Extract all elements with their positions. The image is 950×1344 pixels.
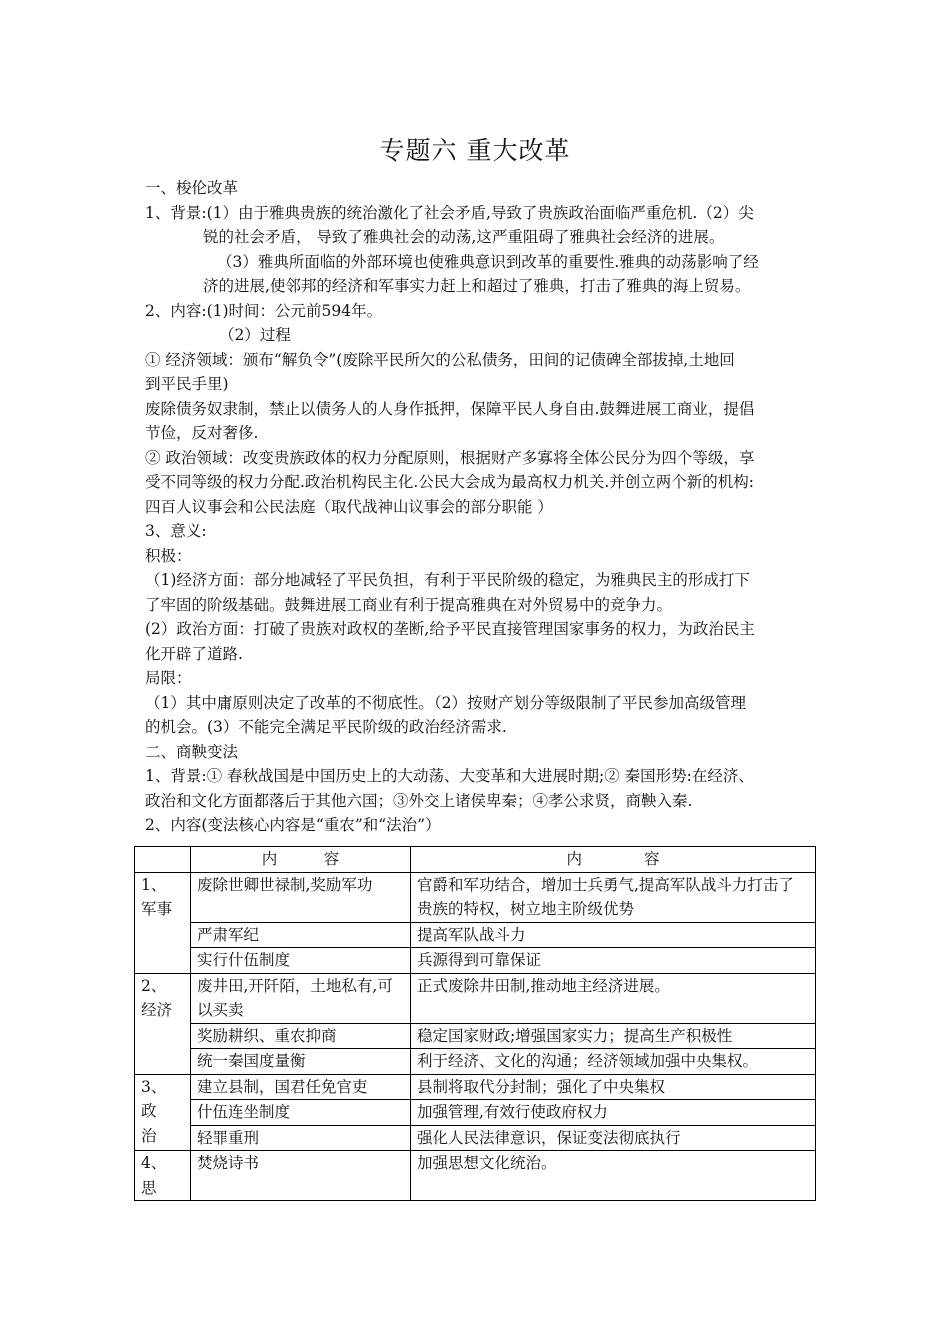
reform-item: 焚烧诗书: [191, 1151, 411, 1201]
table-row: [135, 1151, 816, 1201]
table-row: [135, 973, 816, 1023]
positive-line-2a: (2）政治方面：打破了贵族对政权的垄断,给予平民直接管理国家事务的权力，为政治民主: [145, 620, 755, 638]
reform-table: [134, 846, 816, 1201]
reform-item: 废除世卿世禄制,奖励军功: [191, 872, 411, 922]
politics-line-1: ② 政治领域：改变贵族政体的权力分配原则，根据财产多寡将全体公民分为四个等级，享: [145, 448, 755, 467]
table-row: [135, 1049, 816, 1075]
reform-effect: 官爵和军功结合，增加士兵勇气,提高军队战斗力打击了贵族的特权，树立地主阶级优势: [411, 872, 816, 922]
reform-effect: 县制将取代分封制；强化了中央集权: [411, 1074, 816, 1100]
reform-item: 严肃军纪: [191, 922, 411, 948]
background-line-4: 济的进展,使邻邦的经济和军事实力赶上和超过了雅典，打击了雅典的海上贸易。: [203, 277, 751, 295]
positive-heading: 积极：: [145, 546, 192, 565]
economy-line-1: ① 经济领域：颁布“解负令”(废除平民所欠的公私债务，田间的记债碑全部拔掉,土地回: [145, 350, 735, 369]
economy-line-3: 废除债务奴隶制，禁止以债务人的人身作抵押，保障平民人身自由.鼓舞进展工商业，提倡: [145, 399, 755, 418]
economy-line-2: 到平民手里): [145, 375, 229, 393]
limitation-line-1b: 的机会。(3）不能完全满足平民阶级的政治经济需求.: [145, 718, 507, 736]
background-line-2: 锐的社会矛盾， 导致了雅典社会的动荡,这严重阻碍了雅典社会经济的进展。: [203, 228, 725, 246]
reform-item: 实行什伍制度: [191, 948, 411, 974]
content-line-1: 2、内容:(1)时间：公元前594年。: [145, 301, 383, 320]
document-body: [145, 176, 820, 838]
table-row: [135, 1125, 816, 1151]
reform-item: 什伍连坐制度: [191, 1100, 411, 1126]
table-row: [135, 922, 816, 948]
politics-line-3: 四百人议事会和公民法庭（取代战神山议事会的部分职能 ）: [145, 497, 553, 516]
reform-item: 废井田,开阡陌，土地私有,可以买卖: [191, 973, 411, 1023]
reform-item: 统一秦国度量衡: [191, 1049, 411, 1075]
table-row: [135, 948, 816, 974]
positive-line-1b: 了牢固的阶级基础。鼓舞进展工商业有利于提高雅典在对外贸易中的竞争力。: [145, 595, 673, 614]
section2-background-1: 1、背景:① 春秋战国是中国历史上的大动荡、大变革和大进展时期;② 秦国形势:在经济、: [145, 767, 754, 785]
significance-heading: 3、意义:: [145, 522, 207, 540]
category-thought: 4、 思: [135, 1151, 191, 1201]
reform-effect: 加强管理,有效行使政府权力: [411, 1100, 816, 1126]
table-row: [135, 872, 816, 922]
table-header-row: [135, 847, 816, 873]
limitation-heading: 局限：: [145, 669, 192, 687]
reform-effect: 兵源得到可靠保证: [411, 948, 816, 974]
header-effect: 内 容: [411, 847, 816, 873]
category-economy: 2、 经济: [135, 973, 191, 1074]
reform-effect: 加强思想文化统治。: [411, 1151, 816, 1201]
reform-effect: 稳定国家财政;增强国家实力；提高生产积极性: [411, 1023, 816, 1049]
table-row: [135, 1100, 816, 1126]
section2-background-2: 政治和文化方面都落后于其他六国；③外交上诸侯卑秦；④孝公求贤，商鞅入秦.: [145, 791, 693, 810]
background-line-3: （3）雅典所面临的外部环境也使雅典意识到改革的重要性.雅典的动荡影响了经: [217, 252, 759, 271]
reform-item: 奖励耕织、重农抑商: [191, 1023, 411, 1049]
reform-item: 轻罪重刑: [191, 1125, 411, 1151]
positive-line-1a: （1)经济方面：部分地减轻了平民负担，有利于平民阶级的稳定，为雅典民主的形成打下: [145, 571, 750, 589]
category-military: 1、 军事: [135, 872, 191, 973]
header-category: [135, 847, 191, 873]
section2-heading: 二、商鞅变法: [145, 742, 239, 761]
category-politics: 3、 政 治: [135, 1074, 191, 1151]
table-row: [135, 1023, 816, 1049]
reform-effect: 正式废除井田制,推动地主经济进展。: [411, 973, 816, 1023]
section2-content-heading: 2、内容(变法核心内容是“重农”和“法治”）: [145, 816, 441, 834]
reform-effect: 利于经济、文化的沟通；经济领域加强中央集权。: [411, 1049, 816, 1075]
header-content: 内 容: [191, 847, 411, 873]
content-line-2: （2）过程: [219, 326, 291, 344]
reform-effect: 强化人民法律意识，保证变法彻底执行: [411, 1125, 816, 1151]
reform-effect: 提高军队战斗力: [411, 922, 816, 948]
table-row: [135, 1074, 816, 1100]
background-line-1: 1、背景:(1）由于雅典贵族的统治激化了社会矛盾,导致了贵族政治面临严重危机.（2）尖: [145, 203, 754, 222]
politics-line-2: 受不同等级的权力分配.政治机构民主化.公民大会成为最高权力机关.并创立两个新的机构:: [145, 473, 755, 491]
reform-item: 建立县制，国君任免官吏: [191, 1074, 411, 1100]
section1-heading: 一、梭伦改革: [145, 179, 239, 197]
positive-line-2b: 化开辟了道路.: [145, 644, 243, 663]
limitation-line-1a: （1）其中庸原则决定了改革的不彻底性。（2）按财产划分等级限制了平民参加高级管理: [145, 693, 746, 712]
page-title: 专题六 重大改革: [379, 136, 571, 165]
economy-line-4: 节俭，反对奢侈.: [145, 424, 259, 442]
